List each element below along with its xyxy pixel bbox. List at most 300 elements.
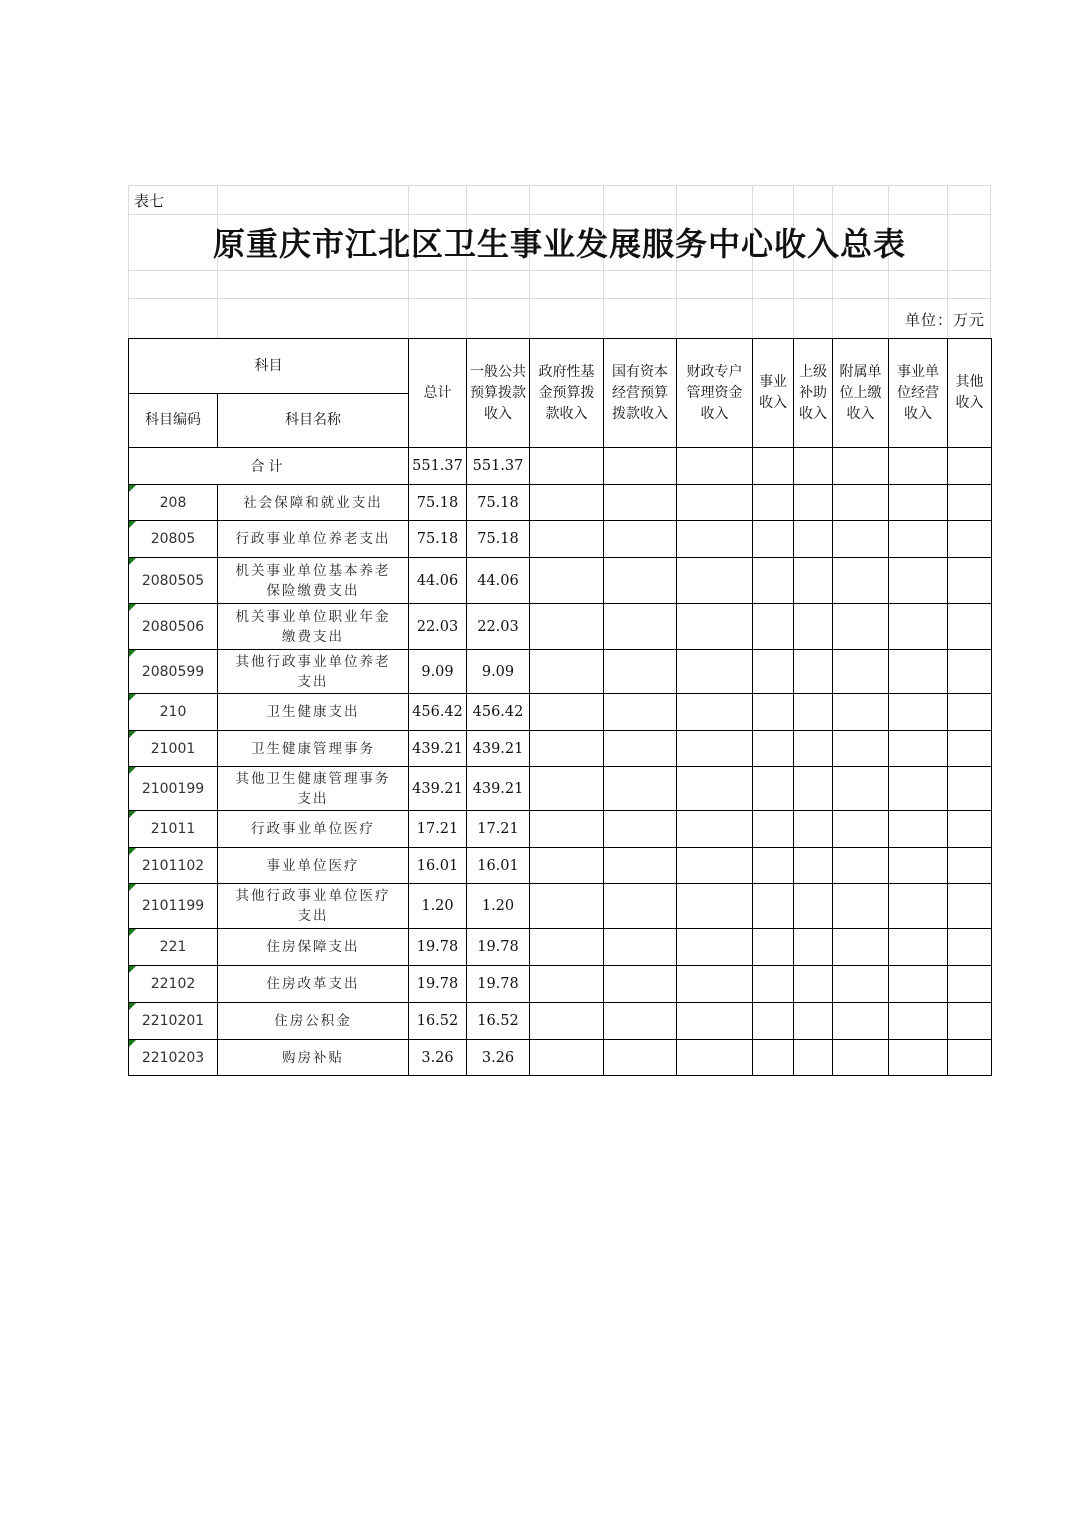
- empty-cell: [889, 767, 948, 811]
- empty-cell: [677, 1003, 753, 1040]
- row-name-text: 机关事业单位基本养老保险缴费支出: [235, 562, 391, 599]
- empty-cell: [530, 1003, 604, 1040]
- row-general-budget-text: 456.42: [472, 704, 524, 720]
- table-row: [129, 694, 992, 731]
- empty-cell: [677, 1040, 753, 1076]
- row-total-text: 22.03: [416, 618, 459, 635]
- empty-cell: [833, 884, 889, 929]
- cell-marker-icon: [129, 929, 136, 936]
- row-total-text: 75.18: [416, 494, 459, 511]
- row-general-budget: [467, 1040, 530, 1076]
- empty-cell: [794, 521, 833, 558]
- empty-cell: [948, 731, 992, 767]
- header-subject: 科目: [129, 339, 409, 394]
- cell-marker-icon: [129, 731, 136, 738]
- row-total: [409, 485, 467, 521]
- cell-marker-icon: [129, 485, 136, 492]
- total-general-budget: 551.37: [467, 448, 530, 485]
- row-general-budget-text: 75.18: [477, 531, 519, 547]
- row-general-budget: [467, 767, 530, 811]
- empty-cell: [794, 448, 833, 485]
- cell-marker-icon: [129, 650, 136, 657]
- header-fiscal-special: 财政专户管理资金收入: [677, 339, 753, 448]
- row-name: [218, 1003, 409, 1040]
- header-gov-fund: 政府性基金预算拨款收入: [530, 339, 604, 448]
- gridline: [128, 298, 991, 299]
- row-total: [409, 929, 467, 966]
- empty-cell: [530, 848, 604, 884]
- empty-cell: [604, 1040, 677, 1076]
- table-row: [129, 929, 992, 966]
- row-code-text: 2101102: [141, 857, 205, 874]
- row-code-text: 221: [159, 939, 187, 955]
- row-code: [129, 650, 218, 694]
- empty-cell: [677, 848, 753, 884]
- table-number: 表七: [134, 192, 165, 210]
- empty-cell: [833, 485, 889, 521]
- row-total: [409, 848, 467, 884]
- total-row: [129, 448, 992, 485]
- row-total-text: 17.21: [416, 821, 459, 837]
- cell-marker-icon: [129, 1040, 136, 1047]
- empty-cell: [530, 767, 604, 811]
- income-summary-table: [128, 338, 992, 1076]
- empty-cell: [948, 966, 992, 1003]
- table-row: [129, 731, 992, 767]
- empty-cell: [530, 558, 604, 604]
- empty-cell: [530, 966, 604, 1003]
- empty-cell: [530, 929, 604, 966]
- total-total: 551.37: [409, 448, 467, 485]
- cell-marker-icon: [129, 767, 136, 774]
- row-general-budget: [467, 811, 530, 848]
- header-other: 其他收入: [948, 339, 992, 448]
- row-general-budget-text: 3.26: [481, 1049, 515, 1066]
- empty-cell: [604, 650, 677, 694]
- row-name-text: 行政事业单位医疗: [251, 821, 375, 837]
- empty-cell: [889, 966, 948, 1003]
- empty-cell: [753, 1040, 794, 1076]
- row-code: [129, 884, 218, 929]
- empty-cell: [794, 694, 833, 731]
- empty-cell: [889, 929, 948, 966]
- row-name: [218, 694, 409, 731]
- header-operating: 事业单位经营收入: [889, 339, 948, 448]
- row-name: [218, 650, 409, 694]
- empty-cell: [833, 694, 889, 731]
- row-total: [409, 811, 467, 848]
- empty-cell: [677, 558, 753, 604]
- empty-cell: [794, 731, 833, 767]
- row-name-text: 住房保障支出: [266, 939, 360, 955]
- empty-cell: [677, 448, 753, 485]
- empty-cell: [889, 848, 948, 884]
- table-row: [129, 884, 992, 929]
- table-row: [129, 485, 992, 521]
- row-code-text: 2101199: [141, 898, 205, 914]
- empty-cell: [889, 731, 948, 767]
- empty-cell: [753, 558, 794, 604]
- row-code: [129, 694, 218, 731]
- table-row: [129, 604, 992, 650]
- empty-cell: [530, 604, 604, 650]
- empty-cell: [889, 1003, 948, 1040]
- row-code-text: 2080505: [141, 572, 205, 589]
- empty-cell: [948, 811, 992, 848]
- empty-cell: [753, 731, 794, 767]
- empty-cell: [604, 884, 677, 929]
- row-general-budget-text: 16.52: [477, 1013, 519, 1029]
- row-total-text: 439.21: [412, 780, 463, 797]
- row-general-budget: [467, 929, 530, 966]
- empty-cell: [604, 929, 677, 966]
- empty-cell: [794, 811, 833, 848]
- empty-cell: [889, 650, 948, 694]
- empty-cell: [833, 1003, 889, 1040]
- row-general-budget-text: 17.21: [477, 821, 519, 837]
- row-general-budget-text: 75.18: [477, 494, 519, 511]
- empty-cell: [948, 558, 992, 604]
- empty-cell: [794, 604, 833, 650]
- row-name-text: 事业单位医疗: [266, 857, 360, 874]
- header-superior-subsidy: 上级补助收入: [794, 339, 833, 448]
- row-name: [218, 521, 409, 558]
- table-row: [129, 1040, 992, 1076]
- row-code: [129, 521, 218, 558]
- empty-cell: [948, 929, 992, 966]
- row-code-text: 2210201: [141, 1013, 205, 1029]
- empty-cell: [948, 848, 992, 884]
- empty-cell: [604, 731, 677, 767]
- empty-cell: [833, 731, 889, 767]
- row-name-text: 机关事业单位职业年金缴费支出: [235, 608, 391, 645]
- row-general-budget-text: 44.06: [477, 572, 519, 589]
- empty-cell: [889, 558, 948, 604]
- row-name-text: 其他行政事业单位医疗支出: [235, 888, 391, 924]
- empty-cell: [833, 811, 889, 848]
- row-code: [129, 1003, 218, 1040]
- row-name: [218, 966, 409, 1003]
- empty-cell: [604, 811, 677, 848]
- empty-cell: [948, 650, 992, 694]
- row-total-text: 439.21: [412, 740, 463, 757]
- sheet-header-area: [128, 185, 991, 338]
- empty-cell: [948, 767, 992, 811]
- empty-cell: [889, 884, 948, 929]
- header-code: 科目编码: [129, 394, 218, 448]
- row-general-budget: [467, 650, 530, 694]
- empty-cell: [753, 966, 794, 1003]
- header-general-budget: 一般公共预算拨款收入: [467, 339, 530, 448]
- table-row: [129, 1003, 992, 1040]
- empty-cell: [604, 485, 677, 521]
- empty-cell: [948, 604, 992, 650]
- empty-cell: [530, 521, 604, 558]
- row-general-budget-text: 9.09: [481, 663, 515, 680]
- empty-cell: [753, 929, 794, 966]
- unit-label: 单位：万元: [904, 311, 985, 329]
- row-name-text: 卫生健康管理事务: [251, 740, 375, 757]
- row-code: [129, 848, 218, 884]
- empty-cell: [833, 604, 889, 650]
- empty-cell: [753, 485, 794, 521]
- row-general-budget: [467, 884, 530, 929]
- empty-cell: [794, 884, 833, 929]
- table-row: [129, 521, 992, 558]
- row-code-text: 208: [159, 494, 187, 511]
- empty-cell: [948, 694, 992, 731]
- empty-cell: [604, 848, 677, 884]
- row-name: [218, 884, 409, 929]
- row-name: [218, 731, 409, 767]
- row-code: [129, 604, 218, 650]
- empty-cell: [753, 650, 794, 694]
- empty-cell: [604, 966, 677, 1003]
- empty-cell: [530, 811, 604, 848]
- row-total: [409, 558, 467, 604]
- row-code: [129, 811, 218, 848]
- empty-cell: [948, 521, 992, 558]
- empty-cell: [794, 485, 833, 521]
- row-code-text: 21011: [150, 821, 196, 837]
- empty-cell: [948, 448, 992, 485]
- cell-marker-icon: [129, 811, 136, 818]
- row-total: [409, 521, 467, 558]
- row-general-budget: [467, 521, 530, 558]
- empty-cell: [753, 448, 794, 485]
- empty-cell: [833, 558, 889, 604]
- empty-cell: [530, 884, 604, 929]
- total-label: 合计: [129, 448, 409, 485]
- row-general-budget: [467, 604, 530, 650]
- empty-cell: [833, 1040, 889, 1076]
- row-name-text: 其他卫生健康管理事务支出: [235, 770, 391, 807]
- row-code-text: 21001: [150, 740, 196, 757]
- row-code-text: 2080599: [141, 663, 205, 680]
- header-affiliated: 附属单位上缴收入: [833, 339, 889, 448]
- row-name: [218, 485, 409, 521]
- page-title: 原重庆市江北区卫生事业发展服务中心收入总表: [212, 225, 906, 263]
- header-name: 科目名称: [218, 394, 409, 448]
- empty-cell: [889, 521, 948, 558]
- empty-cell: [753, 521, 794, 558]
- table-row: [129, 811, 992, 848]
- row-general-budget-text: 16.01: [477, 857, 519, 874]
- row-total-text: 16.01: [416, 857, 459, 874]
- empty-cell: [948, 485, 992, 521]
- row-total-text: 16.52: [416, 1013, 459, 1029]
- empty-cell: [753, 848, 794, 884]
- row-name-text: 购房补贴: [282, 1049, 344, 1066]
- row-total: [409, 650, 467, 694]
- empty-cell: [677, 767, 753, 811]
- empty-cell: [677, 485, 753, 521]
- row-general-budget: [467, 966, 530, 1003]
- empty-cell: [530, 731, 604, 767]
- row-total: [409, 1040, 467, 1076]
- empty-cell: [604, 521, 677, 558]
- row-name-text: 卫生健康支出: [266, 704, 360, 720]
- empty-cell: [530, 694, 604, 731]
- row-name: [218, 811, 409, 848]
- row-name: [218, 604, 409, 650]
- row-total: [409, 767, 467, 811]
- row-general-budget: [467, 485, 530, 521]
- row-code-text: 22102: [150, 976, 196, 992]
- row-total-text: 9.09: [421, 663, 454, 680]
- empty-cell: [677, 966, 753, 1003]
- empty-cell: [753, 694, 794, 731]
- row-total: [409, 1003, 467, 1040]
- row-total: [409, 604, 467, 650]
- empty-cell: [677, 604, 753, 650]
- empty-cell: [753, 884, 794, 929]
- empty-cell: [677, 521, 753, 558]
- row-code: [129, 966, 218, 1003]
- empty-cell: [948, 1003, 992, 1040]
- empty-cell: [753, 767, 794, 811]
- empty-cell: [889, 1040, 948, 1076]
- row-code-text: 2080506: [141, 618, 205, 635]
- empty-cell: [889, 604, 948, 650]
- row-name-text: 住房改革支出: [266, 976, 360, 992]
- row-name: [218, 848, 409, 884]
- empty-cell: [794, 1003, 833, 1040]
- row-total: [409, 731, 467, 767]
- table-row: [129, 848, 992, 884]
- row-total: [409, 694, 467, 731]
- cell-marker-icon: [129, 604, 136, 611]
- cell-marker-icon: [129, 966, 136, 973]
- table-row: [129, 650, 992, 694]
- empty-cell: [794, 929, 833, 966]
- cell-marker-icon: [129, 558, 136, 565]
- row-code: [129, 731, 218, 767]
- row-name-text: 社会保障和就业支出: [243, 494, 383, 511]
- empty-cell: [794, 1040, 833, 1076]
- row-general-budget: [467, 558, 530, 604]
- header-state-capital: 国有资本经营预算拨款收入: [604, 339, 677, 448]
- gridline: [128, 214, 991, 215]
- row-general-budget: [467, 694, 530, 731]
- table-row: [129, 767, 992, 811]
- row-code: [129, 485, 218, 521]
- row-general-budget-text: 439.21: [472, 740, 524, 757]
- empty-cell: [604, 767, 677, 811]
- row-general-budget: [467, 731, 530, 767]
- cell-marker-icon: [129, 1003, 136, 1010]
- empty-cell: [677, 731, 753, 767]
- row-total: [409, 884, 467, 929]
- empty-cell: [753, 604, 794, 650]
- empty-cell: [604, 558, 677, 604]
- row-general-budget-text: 19.78: [477, 939, 519, 955]
- empty-cell: [530, 448, 604, 485]
- empty-cell: [833, 966, 889, 1003]
- row-general-budget-text: 19.78: [477, 976, 519, 992]
- empty-cell: [794, 966, 833, 1003]
- row-code: [129, 1040, 218, 1076]
- empty-cell: [794, 558, 833, 604]
- row-code: [129, 767, 218, 811]
- cell-marker-icon: [129, 694, 136, 701]
- row-total-text: 1.20: [421, 898, 454, 914]
- table-row: [129, 966, 992, 1003]
- empty-cell: [753, 1003, 794, 1040]
- row-general-budget-text: 1.20: [481, 898, 515, 914]
- empty-cell: [604, 1003, 677, 1040]
- row-total-text: 19.78: [416, 939, 459, 955]
- row-total-text: 75.18: [416, 531, 459, 547]
- empty-cell: [833, 929, 889, 966]
- row-total: [409, 966, 467, 1003]
- row-general-budget-text: 22.03: [477, 618, 519, 635]
- row-name: [218, 558, 409, 604]
- empty-cell: [794, 848, 833, 884]
- cell-marker-icon: [129, 848, 136, 855]
- empty-cell: [677, 694, 753, 731]
- empty-cell: [794, 767, 833, 811]
- empty-cell: [677, 811, 753, 848]
- row-total-text: 456.42: [412, 704, 463, 720]
- gridline: [128, 185, 991, 186]
- row-code-text: 20805: [150, 531, 196, 547]
- row-total-text: 19.78: [416, 976, 459, 992]
- row-general-budget: [467, 1003, 530, 1040]
- row-total-text: 3.26: [421, 1049, 454, 1066]
- empty-cell: [889, 694, 948, 731]
- empty-cell: [604, 694, 677, 731]
- empty-cell: [677, 650, 753, 694]
- row-name: [218, 767, 409, 811]
- cell-marker-icon: [129, 884, 136, 891]
- row-general-budget: [467, 848, 530, 884]
- gridline: [128, 270, 991, 271]
- empty-cell: [833, 650, 889, 694]
- empty-cell: [833, 848, 889, 884]
- empty-cell: [677, 929, 753, 966]
- row-code: [129, 929, 218, 966]
- empty-cell: [604, 448, 677, 485]
- row-name-text: 住房公积金: [274, 1013, 352, 1029]
- empty-cell: [530, 485, 604, 521]
- row-code-text: 210: [159, 704, 187, 720]
- cell-marker-icon: [129, 521, 136, 528]
- empty-cell: [889, 811, 948, 848]
- empty-cell: [677, 884, 753, 929]
- row-code: [129, 558, 218, 604]
- header-total: 总计: [409, 339, 467, 448]
- row-name-text: 行政事业单位养老支出: [235, 531, 391, 547]
- row-total-text: 44.06: [416, 572, 459, 589]
- row-code-text: 2100199: [141, 780, 205, 797]
- empty-cell: [948, 884, 992, 929]
- empty-cell: [948, 1040, 992, 1076]
- empty-cell: [833, 448, 889, 485]
- row-name: [218, 929, 409, 966]
- empty-cell: [833, 767, 889, 811]
- empty-cell: [530, 1040, 604, 1076]
- row-code-text: 2210203: [141, 1049, 205, 1066]
- row-name-text: 其他行政事业单位养老支出: [235, 653, 391, 690]
- empty-cell: [889, 485, 948, 521]
- row-name: [218, 1040, 409, 1076]
- table-row: [129, 558, 992, 604]
- header-business: 事业收入: [753, 339, 794, 448]
- empty-cell: [530, 650, 604, 694]
- empty-cell: [833, 521, 889, 558]
- row-general-budget-text: 439.21: [472, 780, 524, 797]
